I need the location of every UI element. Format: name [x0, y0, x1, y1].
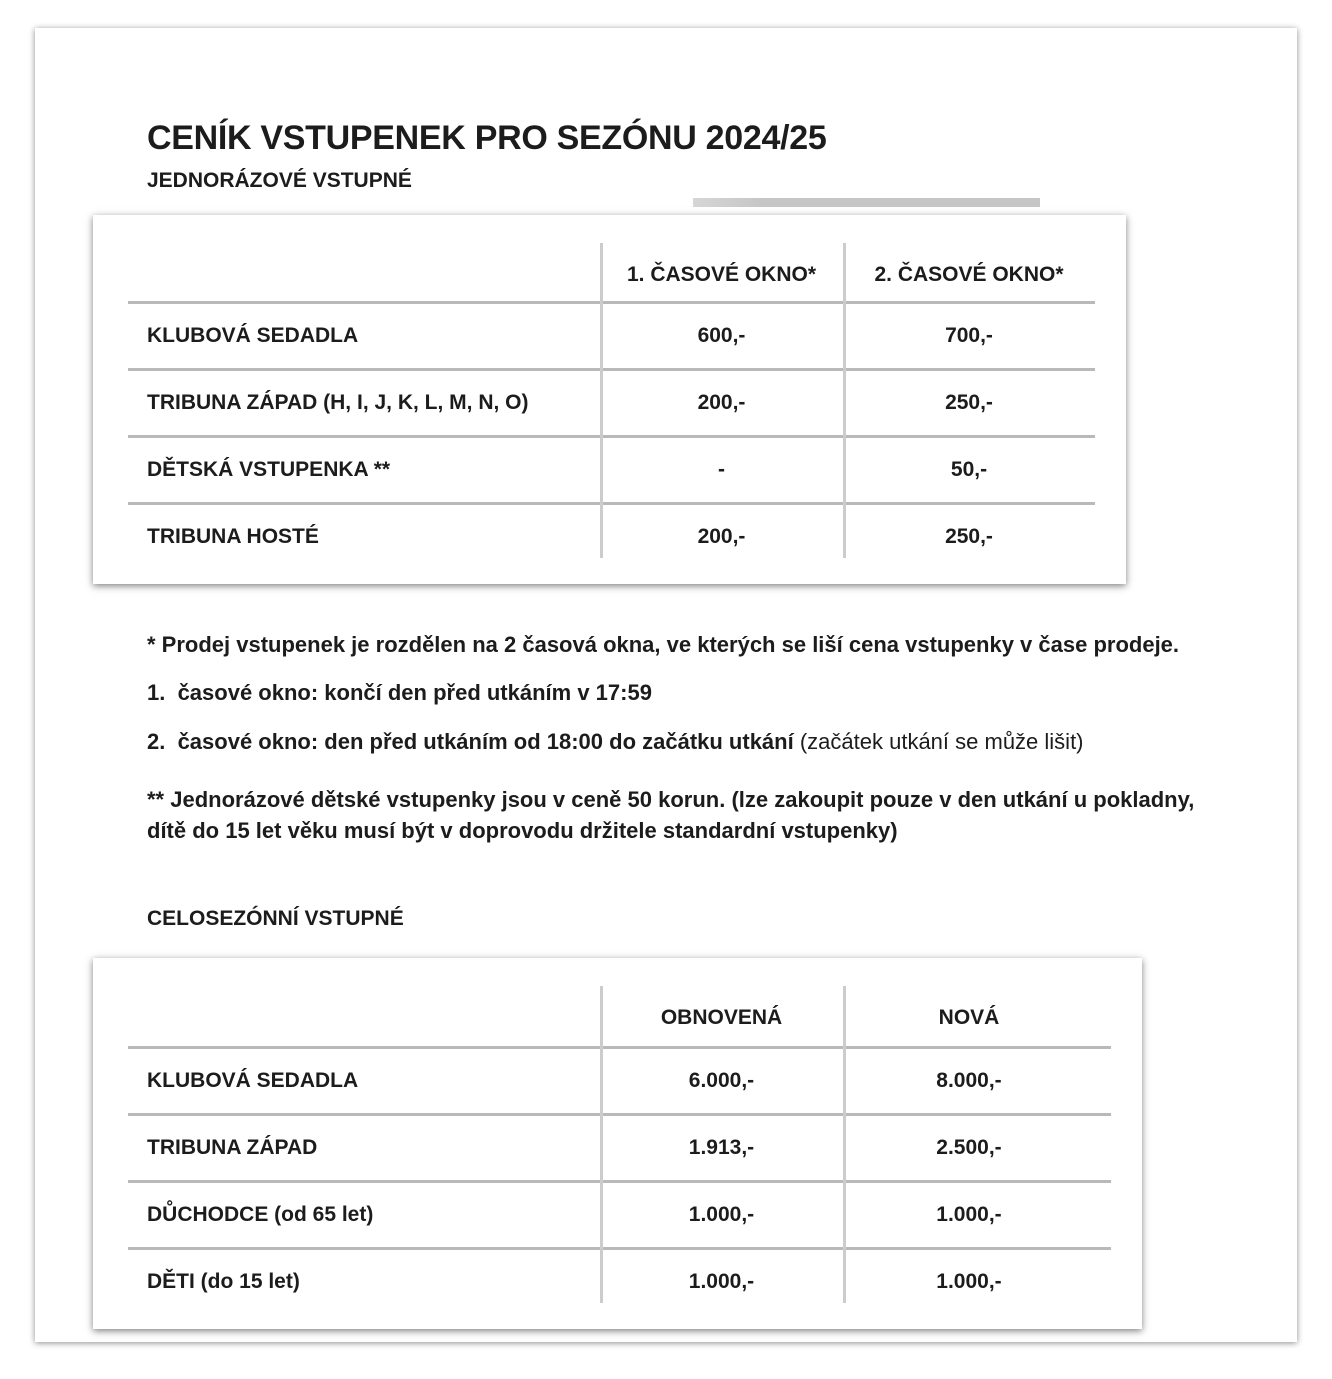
- header-empty-cell: [93, 1030, 600, 1046]
- table-header-row: [93, 958, 1142, 1046]
- price-new: 1.000,-: [936, 1270, 1002, 1293]
- table-row: [93, 1049, 1142, 1113]
- row-label: KLUBOVÁ SEDADLA: [147, 324, 359, 347]
- price-window2: 250,-: [945, 391, 993, 414]
- price-renewed: 1.913,-: [688, 1136, 755, 1159]
- column-header-window2: 2. ČASOVÉ OKNO*: [874, 263, 1064, 286]
- row-label: DĚTSKÁ VSTUPENKA **: [147, 458, 391, 481]
- table-row: [93, 438, 1126, 502]
- header-empty-cell: [93, 287, 600, 301]
- price-window1: 600,-: [697, 324, 746, 347]
- column-header-renewed: OBNOVENÁ: [660, 1006, 783, 1029]
- price-window2: 700,-: [945, 324, 993, 347]
- row-label: TRIBUNA ZÁPAD (H, I, J, K, L, M, N, O): [147, 391, 529, 414]
- price-window2: 50,-: [950, 458, 988, 481]
- row-label: KLUBOVÁ SEDADLA: [147, 1069, 359, 1092]
- row-label: DĚTI (do 15 let): [147, 1270, 300, 1293]
- price-window1: 200,-: [697, 525, 746, 548]
- table-row: [93, 1183, 1142, 1247]
- price-window1: 200,-: [697, 391, 746, 414]
- price-window2: 250,-: [945, 525, 993, 548]
- row-label: TRIBUNA HOSTÉ: [147, 525, 319, 548]
- table-row: [93, 1116, 1142, 1180]
- price-list-card: [35, 28, 1297, 1342]
- background-strip: [693, 198, 1040, 207]
- note-window1-rule: 1. časové okno: končí den před utkáním v 17:59: [147, 680, 652, 705]
- season-price-table: [93, 958, 1142, 1329]
- price-window1: -: [718, 458, 725, 481]
- note-child-tickets: [147, 784, 1194, 846]
- single-game-price-table: [93, 215, 1126, 584]
- price-renewed: 1.000,-: [688, 1270, 755, 1293]
- price-new: 2.500,-: [936, 1136, 1002, 1159]
- section-heading-single-game: JEDNORÁZOVÉ VSTUPNÉ: [147, 169, 412, 192]
- note-window2-rule: [147, 726, 1084, 757]
- note-child-line2: dítě do 15 let věku musí být v doprovodu držitele standardní vstupenky): [147, 818, 898, 843]
- table-row: [93, 1250, 1142, 1314]
- note-child-line1: ** Jednorázové dětské vstupenky jsou v ceně 50 korun. (lze zakoupit pouze v den utkání u pokladny,: [147, 787, 1195, 812]
- note-window2-light-part: (začátek utkání se může lišit): [793, 729, 1084, 754]
- row-label: DŮCHODCE (od 65 let): [147, 1203, 374, 1226]
- page-title: CENÍK VSTUPENEK PRO SEZÓNU 2024/25: [147, 118, 827, 157]
- column-header-new: NOVÁ: [938, 1006, 1000, 1029]
- table-row: [93, 505, 1126, 569]
- table-row: [93, 304, 1126, 368]
- price-renewed: 6.000,-: [688, 1069, 755, 1092]
- row-label: TRIBUNA ZÁPAD: [147, 1136, 318, 1159]
- table-row: [93, 371, 1126, 435]
- section-heading-season: CELOSEZÓNNÍ VSTUPNÉ: [147, 907, 404, 930]
- price-new: 8.000,-: [936, 1069, 1002, 1092]
- column-header-window1: 1. ČASOVÉ OKNO*: [626, 263, 817, 286]
- note-time-windows: * Prodej vstupenek je rozdělen na 2 časová okna, ve kterých se liší cena vstupenky v čase prodeje.: [147, 632, 1180, 657]
- table-header-row: [93, 215, 1126, 301]
- price-new: 1.000,-: [936, 1203, 1002, 1226]
- price-renewed: 1.000,-: [688, 1203, 755, 1226]
- note-window2-bold-part: 2. časové okno: den před utkáním od 18:00 do začátku utkání: [147, 729, 794, 754]
